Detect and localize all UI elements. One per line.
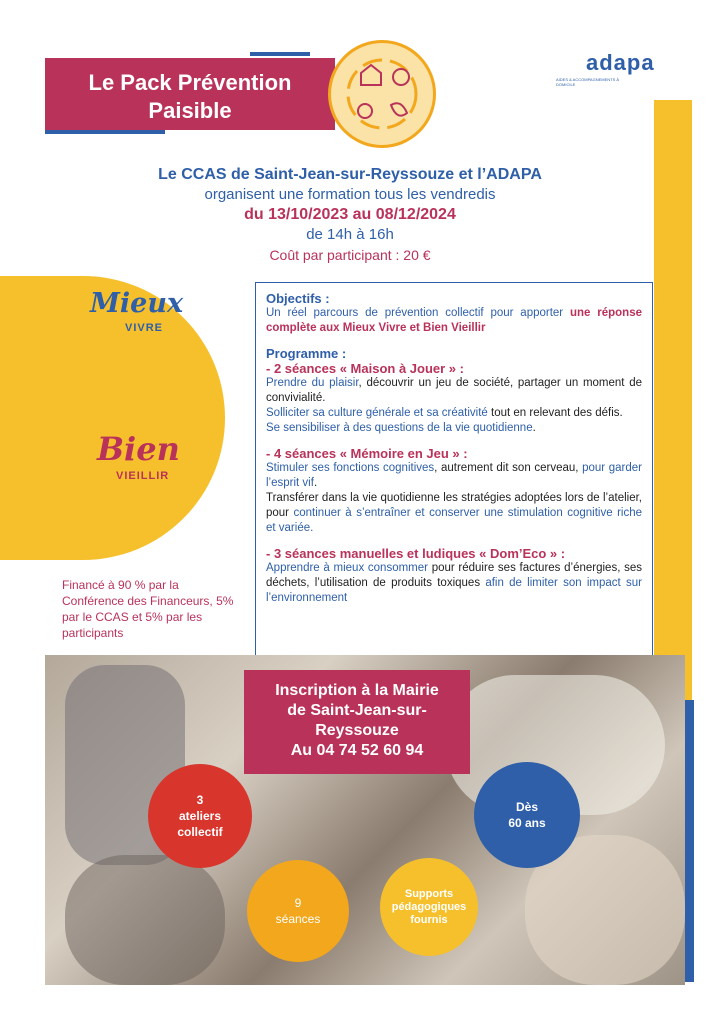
session1-text-b: , découvrir un jeu de société, partager un moment de convivialité.: [266, 377, 642, 404]
blue-side-stripe: [684, 700, 694, 982]
supports-bubble: [380, 858, 478, 956]
session2-title: - 4 séances « Mémoire en Jeu » :: [266, 446, 468, 461]
session3-text-b: pour réduire ses factures d’énergies, ses déchets, l’utilisation de produits toxiques: [266, 562, 642, 589]
intro-block: [100, 165, 600, 265]
intro-organizers: Le CCAS de Saint-Jean-sur-Reyssouze et l’ADAPA: [158, 166, 542, 183]
intro-dates: du 13/10/2023 au 08/12/2024: [244, 206, 456, 223]
mieux-vivre-logo-sub: VIVRE: [125, 322, 164, 334]
adapa-logo-subtitle: AIDES & ACCOMPAGNEMENTS À DOMICILE: [556, 77, 620, 87]
ateliers-count: 3: [196, 793, 204, 807]
session1-text-f: .: [532, 422, 536, 434]
age-prefix: Dès: [515, 800, 538, 814]
intro-hours: de 14h à 16h: [306, 226, 394, 243]
yellow-side-stripe: [654, 100, 692, 700]
seances-bubble: [247, 860, 349, 962]
session1-text-a: Prendre du plaisir: [266, 377, 359, 389]
adapa-logo-text: adapa: [586, 50, 655, 75]
age-bubble: [474, 762, 580, 868]
session3-title: - 3 séances manuelles et ludiques « Dom’Eco » :: [266, 546, 566, 561]
intro-cost: Coût par participant : 20 €: [269, 247, 431, 263]
supports-line2: pédagogiques: [391, 900, 467, 913]
session3-text: [266, 561, 642, 606]
seances-count: 9: [294, 896, 302, 910]
supports-line3: fournis: [410, 913, 448, 926]
registration-line1: Inscription à la Mairie: [275, 682, 439, 699]
session3-text-a: Apprendre à mieux consommer: [266, 562, 428, 574]
objectifs-text-b: une réponse complète aux Mieux Vivre et Bien Vieillir: [266, 307, 642, 334]
session2-text-b: , autrement dit son cerveau,: [434, 462, 583, 474]
session2-text-d: .: [313, 477, 318, 489]
ateliers-label: ateliers: [178, 809, 222, 823]
programme-title: Programme :: [266, 346, 347, 361]
registration-line2: de Saint-Jean-sur-: [287, 702, 427, 719]
registration-line3: Reyssouze: [315, 722, 399, 739]
objectifs-text: [266, 306, 642, 336]
objectifs-text-a: Un réel parcours de prévention collectif pour apporter: [266, 307, 570, 319]
title-banner: [45, 58, 335, 130]
banner-underline: [45, 130, 165, 134]
funding-note: Financé à 90 % par la Conférence des Financeurs, 5% par le CCAS et 5% par les participants: [62, 578, 234, 640]
mieux-vivre-logo-word: Mieux: [90, 288, 184, 319]
ateliers-bubble: [148, 764, 252, 868]
banner-title-line1: Le Pack Prévention: [88, 70, 292, 95]
banner-accent-line: [250, 52, 310, 56]
adapa-logo: [556, 50, 666, 100]
session1-text-c: Solliciter sa culture générale et sa créativité: [266, 407, 488, 419]
age-value: 60 ans: [508, 816, 546, 830]
registration-phone: Au 04 74 52 60 94: [290, 742, 424, 759]
session2-text-a: Stimuler ses fonctions cognitives: [266, 462, 435, 474]
session2-text-f: continuer à s’entraîner et conserver une stimulation cognitive riche et variée.: [266, 507, 642, 534]
program-box: [255, 282, 653, 662]
banner-title-line2: Paisible: [148, 98, 232, 123]
session1-text-d: tout en relevant des défis.: [487, 407, 623, 419]
supports-line1: Supports: [404, 887, 454, 900]
bien-vieillir-logo-sub: VIEILLIR: [116, 470, 170, 482]
session2-text: [266, 461, 642, 536]
session2-text-c: pour garder l’esprit vif: [266, 462, 643, 489]
ateliers-label2: collectif: [177, 825, 223, 839]
session1-text-e: Se sensibiliser à des questions de la vie quotidienne: [266, 422, 533, 434]
session3-text-c: afin de limiter son impact sur l’environnement: [266, 577, 642, 604]
session2-text-e: Transférer dans la vie quotidienne les stratégies adoptées lors de l’atelier, pour: [266, 492, 642, 519]
session1-title: - 2 séances « Maison à Jouer » :: [266, 361, 464, 376]
prevention-cycle-icon: [328, 40, 436, 148]
seances-label: séances: [275, 912, 321, 926]
bien-vieillir-logo-word: Bien: [97, 430, 180, 468]
intro-description: organisent une formation tous les vendredis: [204, 186, 496, 203]
registration-box: [244, 670, 470, 774]
session1-text: [266, 376, 642, 436]
objectifs-title: Objectifs :: [266, 291, 330, 306]
